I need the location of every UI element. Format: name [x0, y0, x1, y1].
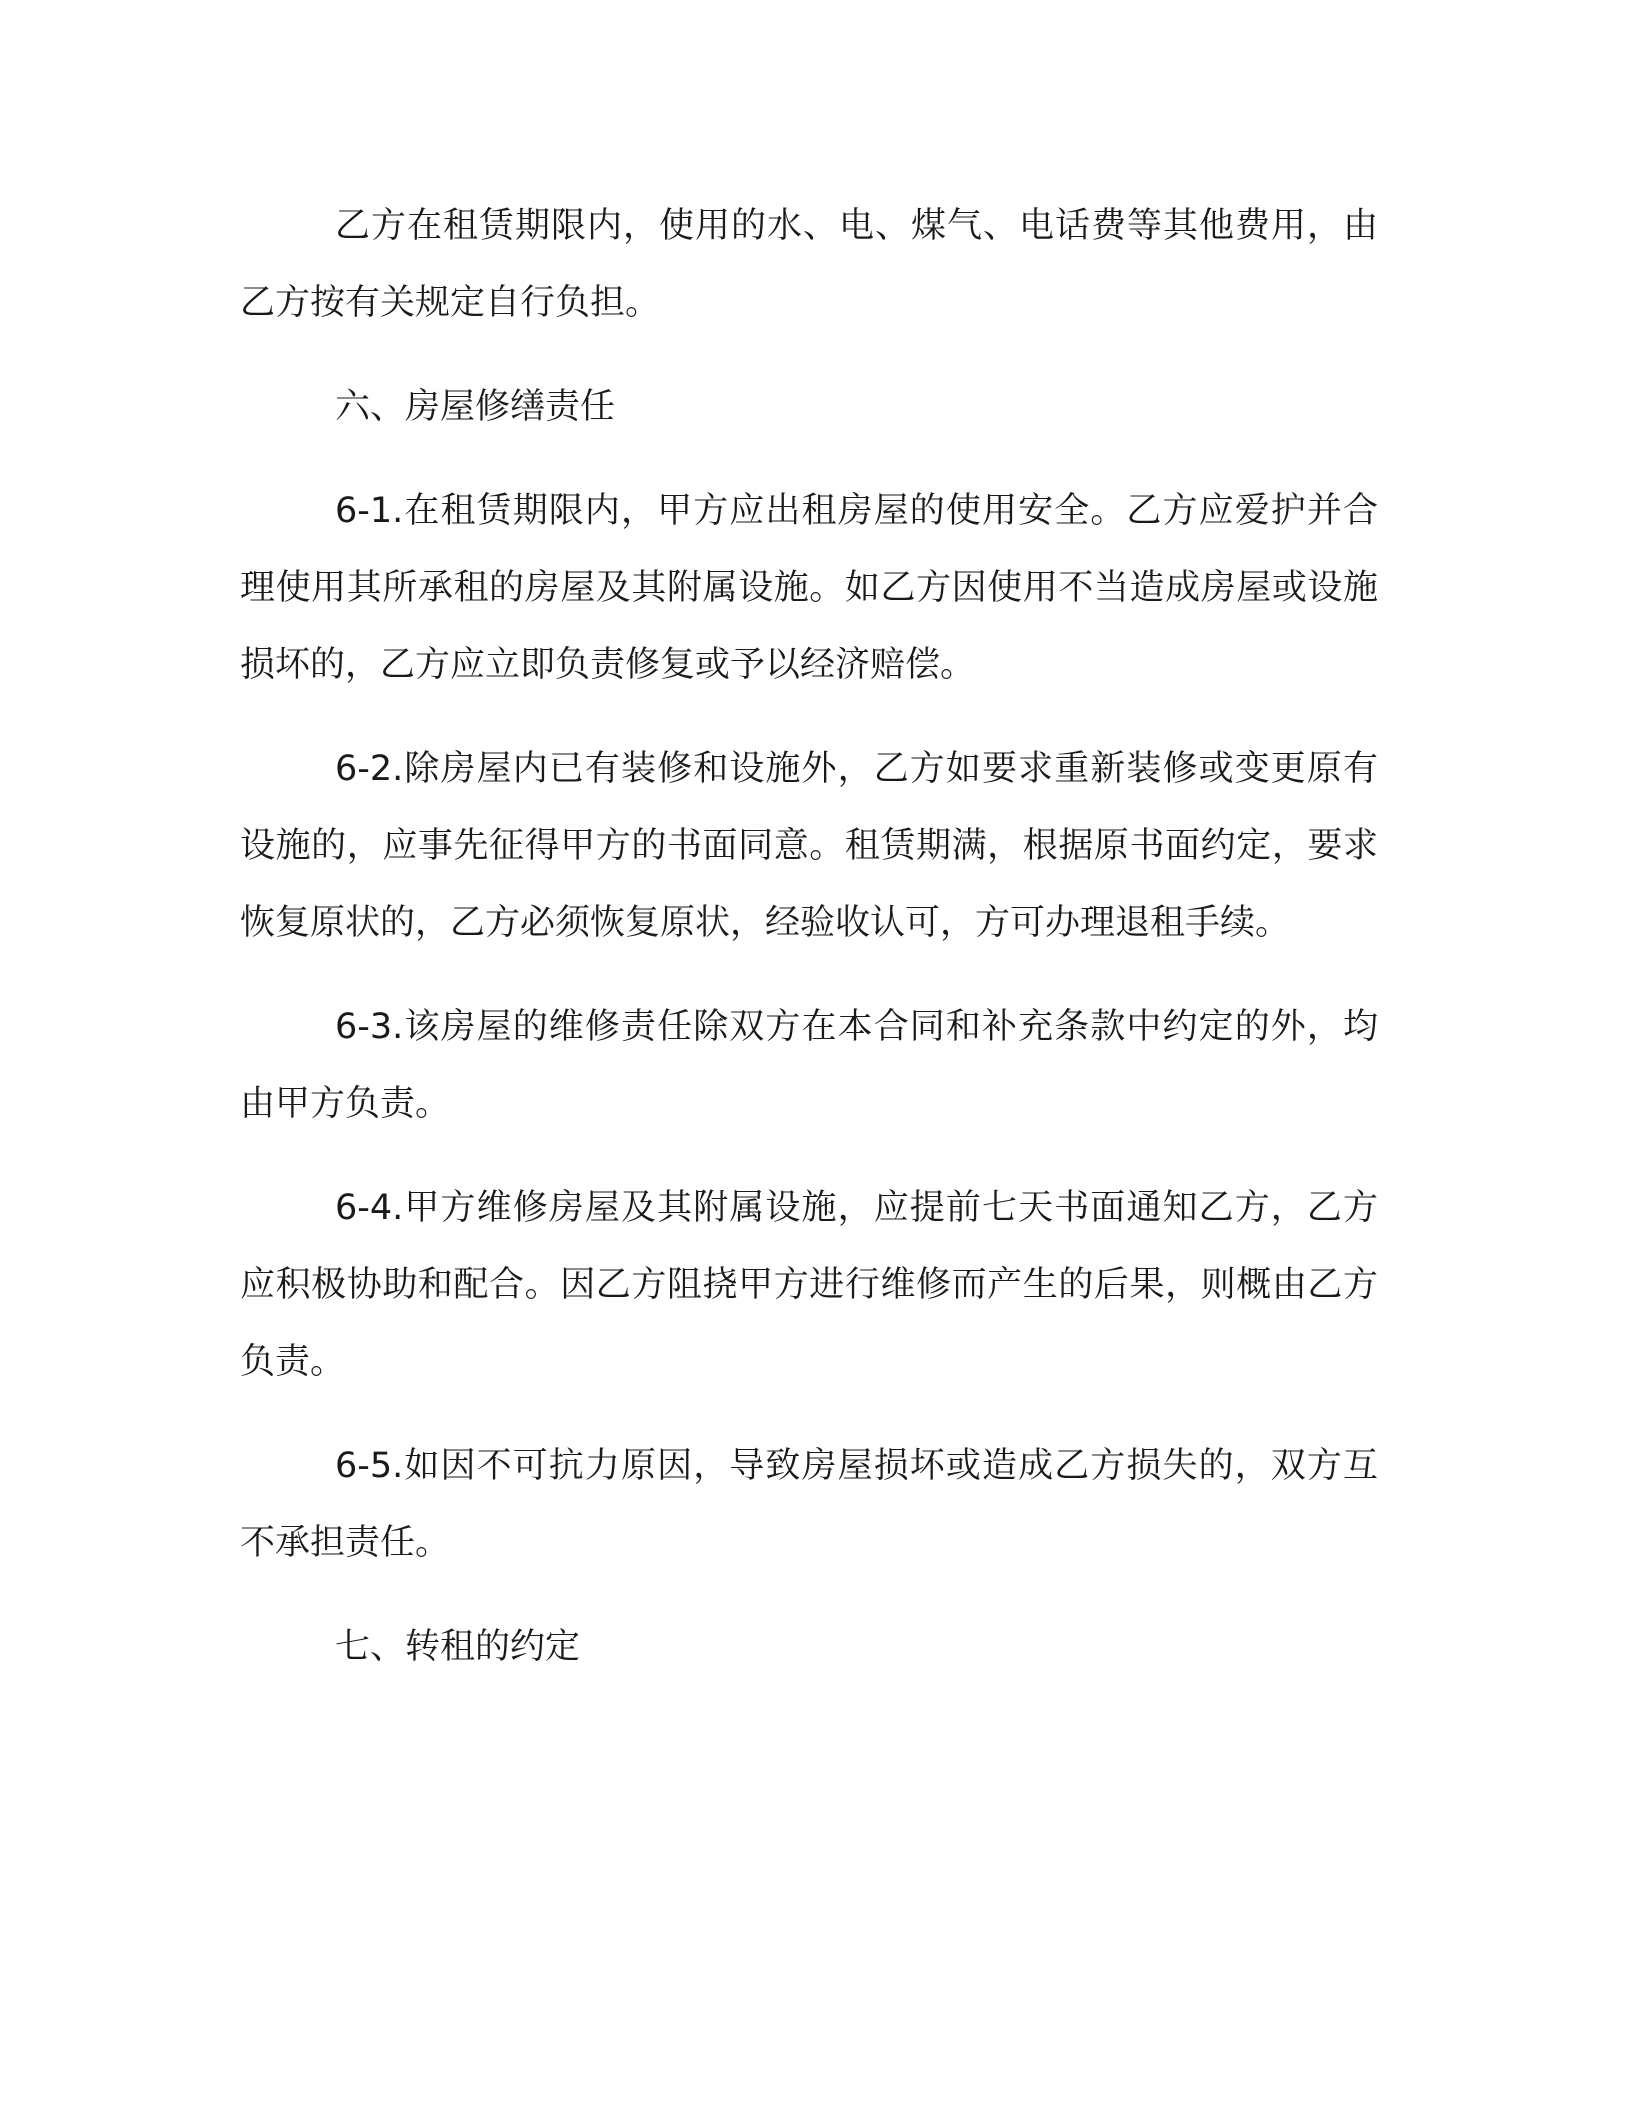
paragraph-6-4: 6-4.甲方维修房屋及其附属设施，应提前七天书面通知乙方，乙方应积极协助和配合。因乙方阻挠甲方进行维修而产生的后果，则概由乙方负责。 — [240, 1188, 1378, 1382]
paragraph-6-1: 6-1.在租赁期限内，甲方应出租房屋的使用安全。乙方应爱护并合理使用其所承租的房屋及其附属设施。如乙方因使用不当造成房屋或设施损坏的，乙方应立即负责修复或予以经济赔偿。 — [240, 491, 1378, 685]
document-body — [240, 188, 1378, 1713]
section-heading-sublease: 七、转租的约定 — [335, 1627, 581, 1667]
paragraph-6-3: 6-3.该房屋的维修责任除双方在本合同和补充条款中约定的外，均由甲方负责。 — [240, 1007, 1378, 1124]
paragraph-6-5: 6-5.如因不可抗力原因，导致房屋损坏或造成乙方损失的，双方互不承担责任。 — [240, 1446, 1378, 1563]
section-heading-repair: 六、房屋修缮责任 — [335, 387, 616, 427]
paragraph-utility-fees: 乙方在租赁期限内，使用的水、电、煤气、电话费等其他费用，由乙方按有关规定自行负担。 — [240, 206, 1378, 323]
paragraph-6-2: 6-2.除房屋内已有装修和设施外，乙方如要求重新装修或变更原有设施的，应事先征得甲方的书面同意。租赁期满，根据原书面约定，要求恢复原状的，乙方必须恢复原状，经验收认可，方可办理退租手续。 — [240, 749, 1378, 943]
